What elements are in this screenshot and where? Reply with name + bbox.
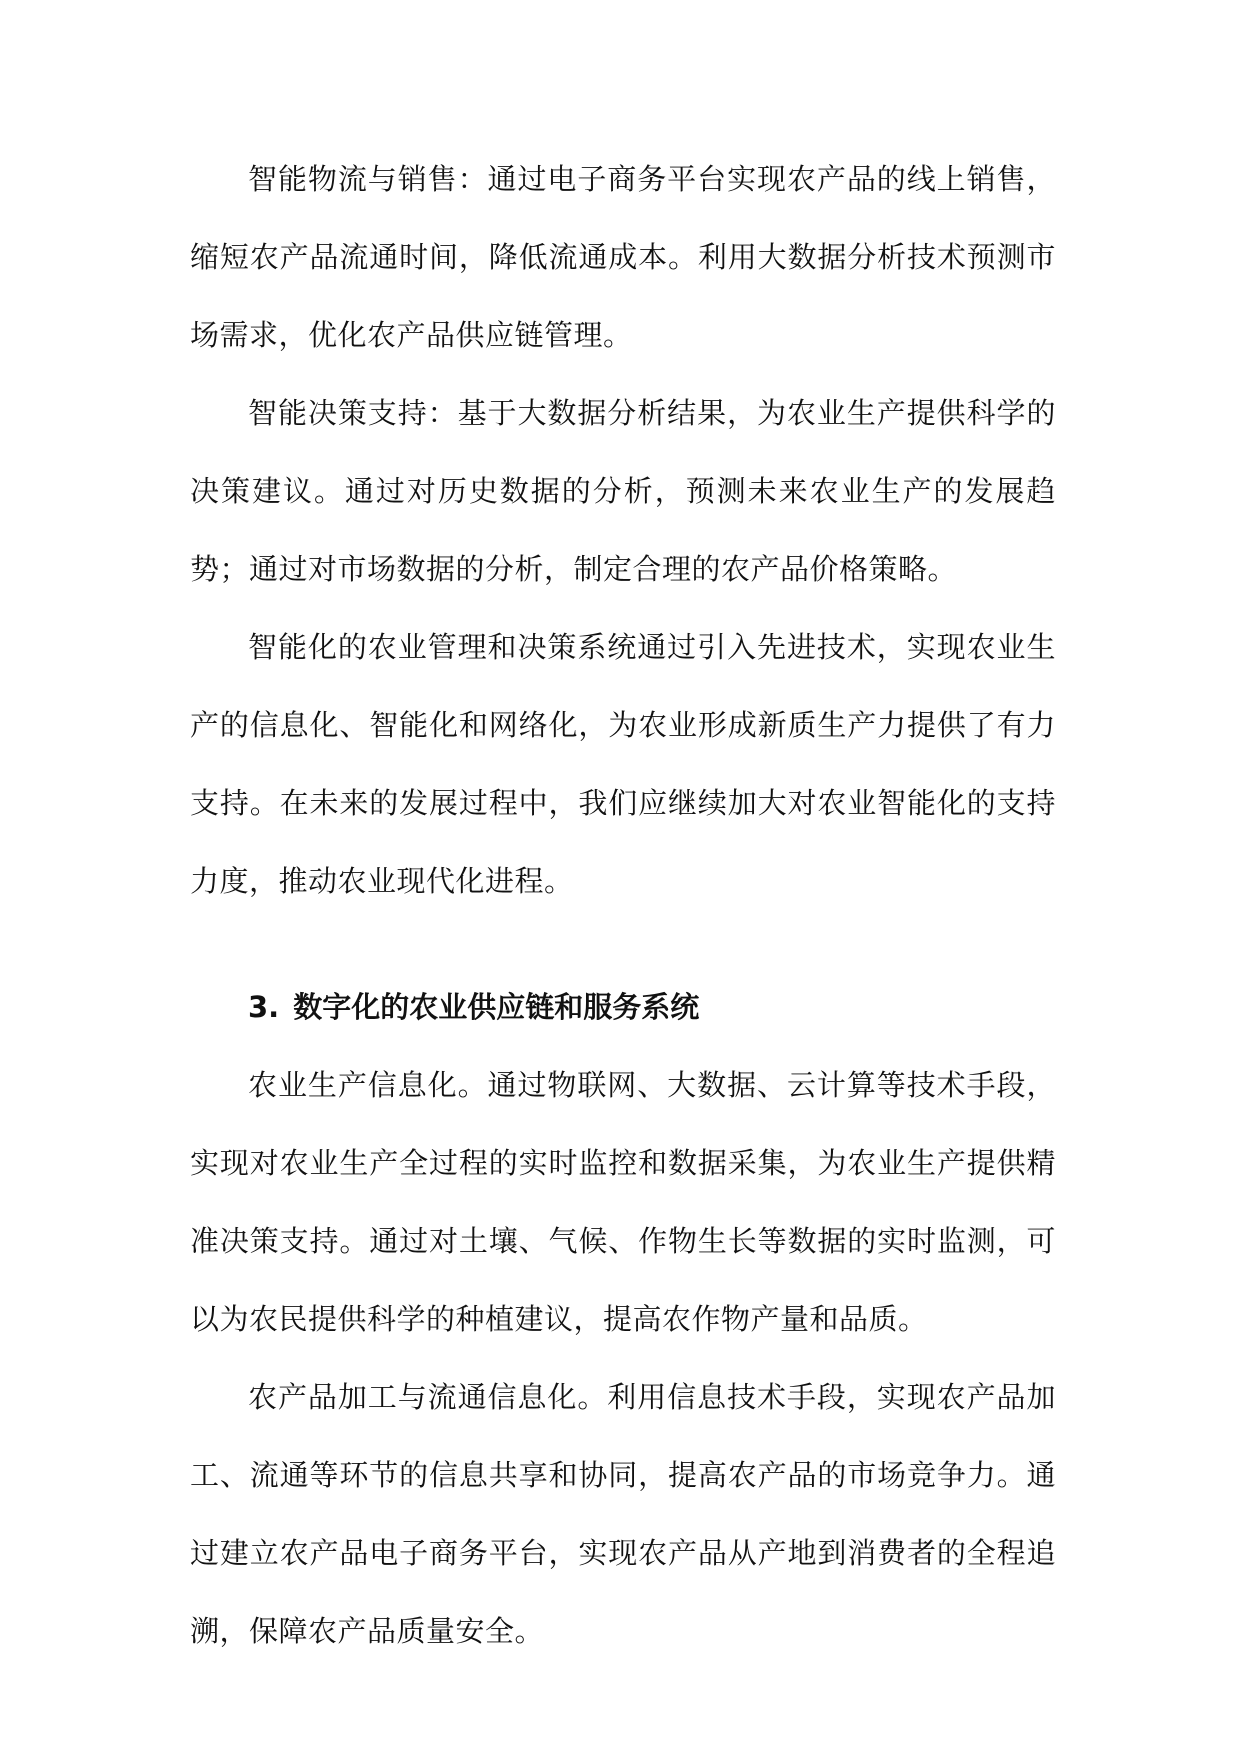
document-page bbox=[190, 140, 1056, 1670]
paragraph-processing-circulation: 农产品加工与流通信息化。利用信息技术手段，实现农产品加工、流通等环节的信息共享和协同，提高农产品的市场竞争力。通过建立农产品电子商务平台，实现农产品从产地到消费者的全程追溯，保障农产品质量安全。 bbox=[190, 1380, 1056, 1648]
section-heading bbox=[190, 968, 1056, 1046]
paragraph-decision-support: 智能决策支持：基于大数据分析结果，为农业生产提供科学的决策建议。通过对历史数据的分析，预测未来农业生产的发展趋势；通过对市场数据的分析，制定合理的农产品价格策略。 bbox=[190, 396, 1056, 586]
section-number: 3. bbox=[248, 990, 280, 1024]
paragraph-production-informatization: 农业生产信息化。通过物联网、大数据、云计算等技术手段，实现对农业生产全过程的实时监控和数据采集，为农业生产提供精准决策支持。通过对土壤、气候、作物生长等数据的实时监测，可以为农民提供科学的种植建议，提高农作物产量和品质。 bbox=[190, 1068, 1056, 1336]
paragraph-management-summary: 智能化的农业管理和决策系统通过引入先进技术，实现农业生产的信息化、智能化和网络化，为农业形成新质生产力提供了有力支持。在未来的发展过程中，我们应继续加大对农业智能化的支持力度，推动农业现代化进程。 bbox=[190, 630, 1056, 898]
section-title: 数字化的农业供应链和服务系统 bbox=[293, 990, 700, 1024]
paragraph-smart-logistics: 智能物流与销售：通过电子商务平台实现农产品的线上销售，缩短农产品流通时间，降低流通成本。利用大数据分析技术预测市场需求，优化农产品供应链管理。 bbox=[190, 162, 1056, 352]
